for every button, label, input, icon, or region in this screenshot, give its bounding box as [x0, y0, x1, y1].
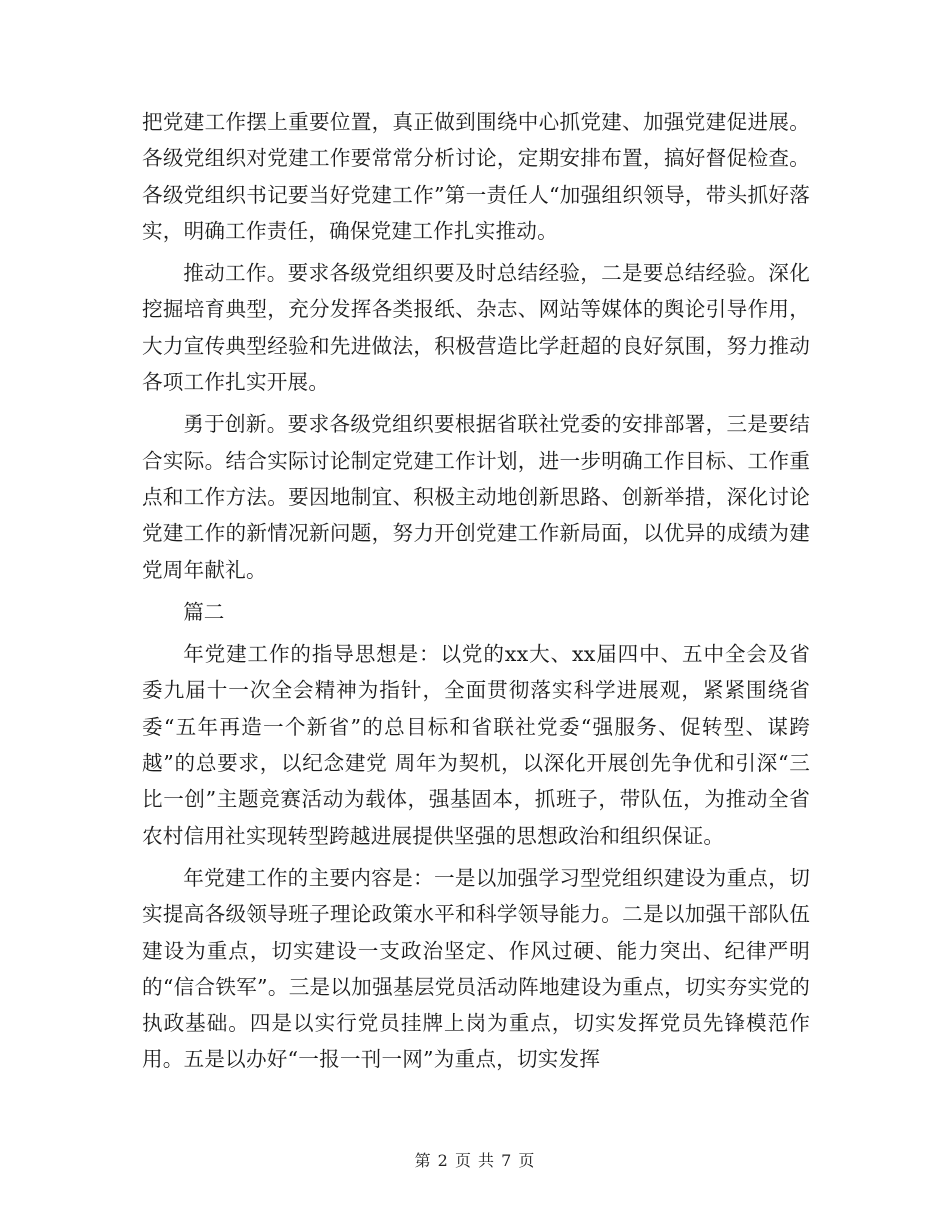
paragraph-1: 把党建工作摆上重要位置，真正做到围绕中心抓党建、加强党建促进展。各级党组织对党建工作要常常分析讨论，定期安排布置，搞好督促检查。各级党组织书记要当好党建工作”第一责任人“加强组织领导，带头抓好落实，明确工作责任，确保党建工作扎实推动。	[142, 110, 810, 243]
paragraph-4: 年党建工作的指导思想是：以党的xx大、xx届四中、五中全会及省委九届十一次全会精神为指针，全面贯彻落实科学进展观，紧紧围绕省委“五年再造一个新省”的总目标和省联社党委“强服务、促转型、谋跨越”的总要求，以纪念建党 周年为契机，以深化开展创先争优和引深“三比一创”主题竞赛活动为载体，强基固本，抓班子，带队伍，为推动全省农村信用社实现转型跨越进展提供坚强的思想政治和组织保证。	[142, 642, 810, 848]
paragraph-3: 勇于创新。要求各级党组织要根据省联社党委的安排部署，三是要结合实际。结合实际讨论制定党建工作计划，进一步明确工作目标、工作重点和工作方法。要因地制宜、积极主动地创新思路、创新举措，深化讨论党建工作的新情况新问题，努力开创党建工作新局面，以优异的成绩为建党周年献礼。	[142, 412, 810, 582]
page-number-footer: 第 2 页 共 7 页	[414, 1151, 536, 1170]
section-heading: 篇二	[183, 599, 225, 624]
paragraph-5: 年党建工作的主要内容是：一是以加强学习型党组织建设为重点，切实提高各级领导班子理论政策水平和科学领导能力。二是以加强干部队伍建设为重点，切实建设一支政治坚定、作风过硬、能力突出、纪律严明的“信合铁军”。三是以加强基层党员活动阵地建设为重点，切实夯实党的执政基础。四是以实行党员挂牌上岗为重点，切实发挥党员先锋模范作用。五是以办好“一报一刊一网”为重点，切实发挥	[142, 865, 810, 1072]
paragraph-2: 推动工作。要求各级党组织要及时总结经验，二是要总结经验。深化挖掘培育典型，充分发挥各类报纸、杂志、网站等媒体的舆论引导作用，大力宣传典型经验和先进做法，积极营造比学赶超的良好氛围，努力推动各项工作扎实开展。	[142, 261, 810, 395]
document-body	[142, 104, 810, 1084]
